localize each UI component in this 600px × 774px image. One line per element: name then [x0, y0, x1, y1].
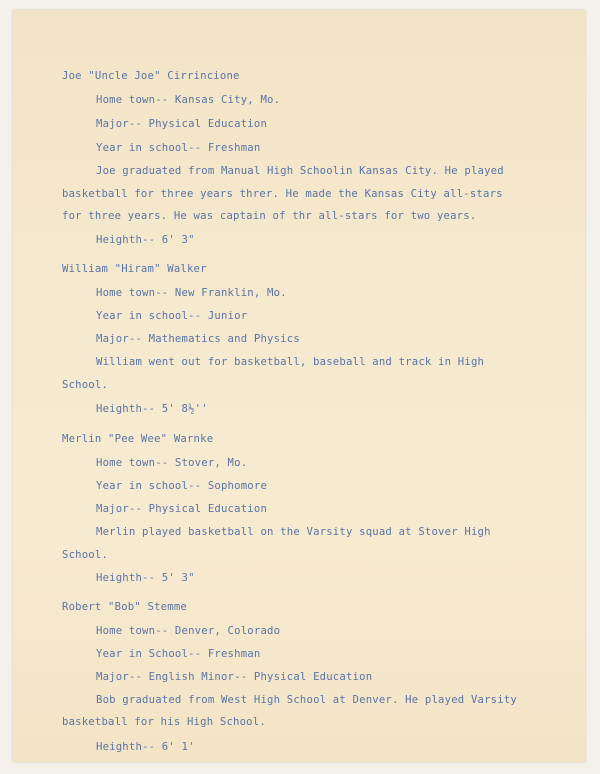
entry-1-paragraph-line-3: for three years. He was captain of thr all-stars for two years.: [62, 210, 477, 222]
entry-3-paragraph-line-2: School.: [62, 549, 109, 561]
entry-1-paragraph-line-1: Joe graduated from Manual High Schoolin Kansas City. He played: [96, 165, 504, 177]
typed-page: [13, 10, 585, 762]
entry-3-year: Year in school-- Sophomore: [96, 480, 268, 492]
entry-1-major: Major-- Physical Education: [96, 118, 268, 130]
entry-2-name: William "Hiram" Walker: [62, 263, 207, 275]
entry-4-hometown: Home town-- Denver, Colorado: [96, 625, 281, 637]
entry-1-name: Joe "Uncle Joe" Cirrincione: [62, 70, 240, 82]
page-text: [13, 10, 585, 762]
entry-1-paragraph-line-2: basketball for three years threr. He made the Kansas City all-stars: [62, 188, 503, 200]
entry-4-name: Robert "Bob" Stemme: [62, 601, 187, 613]
entry-3-major: Major-- Physical Education: [96, 503, 268, 515]
entry-2-paragraph-line-2: School.: [62, 379, 109, 391]
entry-4-paragraph-line-2: basketball for his High School.: [62, 716, 266, 728]
entry-1-height: Heighth-- 6' 3": [96, 234, 195, 246]
entry-4-year: Year in School-- Freshman: [96, 648, 261, 660]
entry-3-hometown: Home town-- Stover, Mo.: [96, 457, 248, 469]
entry-4-paragraph-line-1: Bob graduated from West High School at Denver. He played Varsity: [96, 694, 517, 706]
entry-2-major: Major-- Mathematics and Physics: [96, 333, 300, 345]
entry-4-height: Heighth-- 6' 1': [96, 741, 195, 753]
entry-3-name: Merlin "Pee Wee" Warnke: [62, 433, 214, 445]
entry-1-hometown: Home town-- Kansas City, Mo.: [96, 94, 281, 106]
entry-3-height: Heighth-- 5' 3": [96, 572, 195, 584]
entry-4-major: Major-- English Minor-- Physical Education: [96, 671, 373, 683]
entry-2-hometown: Home town-- New Franklin, Mo.: [96, 287, 287, 299]
entry-2-paragraph-line-1: William went out for basketball, baseball and track in High: [96, 356, 485, 368]
entry-2-height: Heighth-- 5' 8½'': [96, 403, 208, 415]
entry-1-year: Year in school-- Freshman: [96, 142, 261, 154]
entry-3-paragraph-line-1: Merlin played basketball on the Varsity squad at Stover High: [96, 526, 491, 538]
entry-2-year: Year in school-- Junior: [96, 310, 248, 322]
